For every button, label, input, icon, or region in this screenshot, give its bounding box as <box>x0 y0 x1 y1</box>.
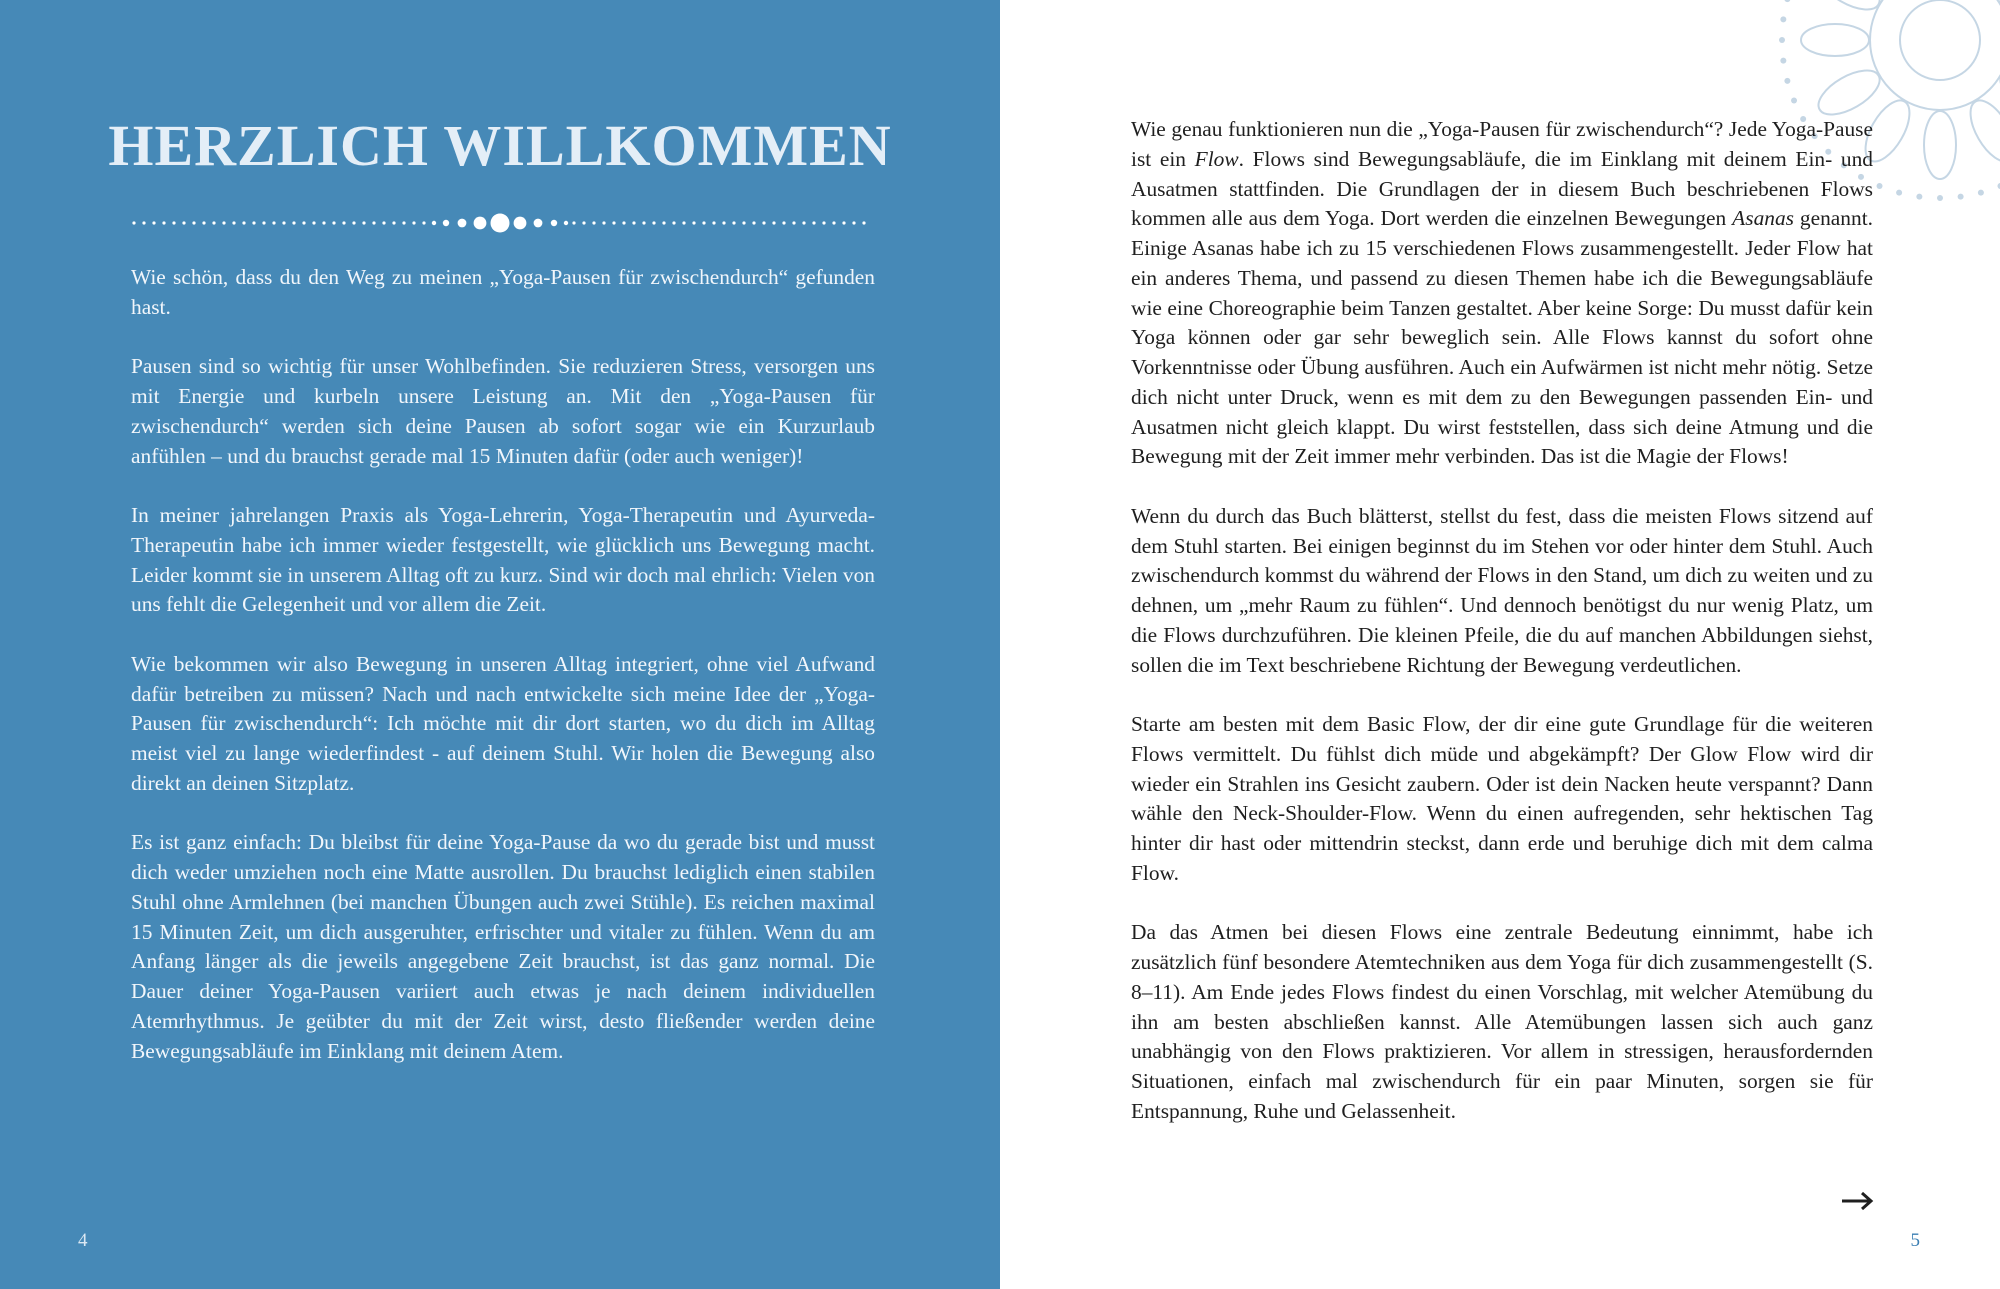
divider-dot <box>632 221 635 224</box>
paragraph: Wenn du durch das Buch blätterst, stellst du fest, dass die meisten Flows sitzend auf dem Stuhl starten. Bei einigen beginnst du im Stehen vor oder hinter dem Stuhl. Auch zwischendurch kommst du während der Flows in den Stand, um dich zu weiten und zu dehnen, um „mehr Raum zu fühlen“. Und dennoch benötigst du nur wenig Platz, um die Flows durchzuführen. Die kleinen Pfeile, die du auf manchen Abbildungen siehst, sollen die im Text beschriebene Richtung der Bewegung verdeutlichen. <box>1131 503 1873 677</box>
body-text <box>1131 115 1873 1156</box>
divider-dot <box>702 221 705 224</box>
divider-dot <box>592 221 595 224</box>
divider-dot <box>692 221 695 224</box>
divider-dot <box>402 221 405 224</box>
divider-dot <box>491 214 510 233</box>
divider-dot <box>332 221 335 224</box>
mandala-dot <box>1937 195 1943 201</box>
divider-dot <box>514 217 527 230</box>
divider-dot <box>222 221 225 224</box>
paragraph: Starte am besten mit dem Basic Flow, der dir eine gute Grundlage für die weiteren Flows vermittelt. Du fühlst dich müde und abgekämpft? Der Glow Flow wird dir wieder ein Strahlen ins Gesicht zaubern. Oder ist dein Nacken heute verspannt? Dann wähle den Neck-Shoulder-Flow. Wenn du einen aufregenden, sehr hektischen Tag hinter dir hast oder mittendrin steckst, dann erde und beruhige dich mit dem calma Flow. <box>1131 712 1873 885</box>
divider-dot <box>762 221 765 224</box>
divider-dot <box>862 221 865 224</box>
paragraph: Es ist ganz einfach: Du bleibst für deine Yoga-Pause da wo du gerade bist und musst dich weder umziehen noch eine Matte ausrollen. Du brauchst lediglich einen stabilen Stuhl ohne Armlehnen (bei manchen Übungen auch zwei Stühle). Es reichen maximal 15 Minuten Zeit, um dich ausgeruhter, erfrischter und vitaler zu fühlen. Wenn du am Anfang länger als die jeweils angegebene Zeit brauchst, ist das ganz normal. Die Dauer deiner Yoga-Pausen variiert auch etwas je nach deinem individuellen Atemrhythmus. Je geübter du mit der Zeit wirst, desto fließender werden deine Bewegungsabläufe im Einklang mit deinem Atem. <box>131 830 875 1063</box>
divider-dot <box>622 221 625 224</box>
divider-dot <box>742 221 745 224</box>
divider-dot <box>262 221 265 224</box>
divider-dot <box>812 221 815 224</box>
arrow-right-icon[interactable] <box>1840 1186 1876 1216</box>
mandala-petal <box>1993 62 2000 124</box>
divider-dot <box>342 221 345 224</box>
divider-dot <box>372 221 375 224</box>
divider-dot <box>722 221 725 224</box>
divider-dot <box>458 219 467 228</box>
divider-dot <box>802 221 805 224</box>
divider-dot <box>682 221 685 224</box>
divider-dot <box>232 221 235 224</box>
divider-dot <box>252 221 255 224</box>
divider-dot <box>322 221 325 224</box>
paragraph: Pausen sind so wichtig für unser Wohlbefinden. Sie reduzieren Stress, versorgen uns mit Energie und kurbeln unsere Leistung an. Mit den „Yoga-Pausen für zwischendurch“ werden sich deine Pausen ab sofort sogar wie ein Kurzurlaub anfühlen – und du brauchst gerade mal 15 Minuten dafür (oder auch weniger)! <box>131 354 875 468</box>
divider-dot <box>842 221 845 224</box>
divider-dot <box>752 221 755 224</box>
italic-term: Flow <box>1194 146 1239 171</box>
paragraph: In meiner jahrelangen Praxis als Yoga-Lehrerin, Yoga-Therapeutin und Ayurveda-Therapeutin habe ich immer wieder festgestellt, wie glücklich uns Bewegung macht. Leider kommt sie in unserem Alltag oft zu kurz. Sind wir doch mal ehrlich: Vielen von uns fehlt die Gelegenheit und vor allem die Zeit. <box>131 503 875 617</box>
mandala-dot <box>1877 183 1883 189</box>
divider-dot <box>182 221 185 224</box>
divider-dot <box>362 221 365 224</box>
divider-dot <box>612 221 615 224</box>
divider-dot <box>792 221 795 224</box>
divider-dot <box>732 221 735 224</box>
divider-dot <box>534 219 543 228</box>
divider-dot <box>782 221 785 224</box>
page-number-left: 4 <box>78 1230 88 1251</box>
divider-dot <box>242 221 245 224</box>
divider-dot <box>551 220 557 226</box>
divider-dot <box>282 221 285 224</box>
mandala-dot <box>1779 37 1785 43</box>
mandala-dot <box>1780 16 1786 22</box>
page-title: HERZLICH WILLKOMMEN <box>108 113 892 178</box>
mandala-ring <box>1870 0 2000 110</box>
divider-dot <box>382 221 385 224</box>
dotted-divider <box>130 206 870 240</box>
divider-dot <box>152 221 155 224</box>
paragraph: Wie genau funktionieren nun die „Yoga-Pausen für zwischendurch“? Jede Yoga-Pause ist ein Flow. Flows sind Bewegungsabläufe, die im Einklang mit deinem Ein- und Ausatmen stattfinden. Die Grundlagen der in diesem Buch beschriebenen Flows kommen alle aus dem Yoga. Dort werden die einzelnen Bewegungen Asanas genannt. Einige Asanas habe ich zu 15 verschiedenen Flows zusammengestellt. Jeder Flow hat ein anderes Thema, und passend zu diesen Themen habe ich die Bewegungsabläufe wie eine Choreographie beim Tanzen gestaltet. Aber keine Sorge: Du musst dafür kein Yoga können oder gar sehr beweglich sein. Alle Flows kannst du sofort ohne Vorkenntnisse oder Übung ausführen. Auch ein Aufwärmen ist nicht mehr nötig. Setze dich nicht unter Druck, wenn es mit dem zu den Bewegungen passenden Ein- und Ausatmen nicht gleich klappt. Du wirst feststellen, dass sich deine Atmung und die Bewegung mit der Zeit immer mehr verbinden. Das ist die Magie der Flows! <box>1131 117 1873 469</box>
divider-dot <box>672 221 675 224</box>
divider-dot <box>652 221 655 224</box>
divider-dot <box>132 221 135 224</box>
mandala-petal <box>1924 111 1956 179</box>
paragraph: Wie schön, dass du den Weg zu meinen „Yoga-Pausen für zwischendurch“ gefunden hast. <box>131 265 875 319</box>
divider-dot <box>272 221 275 224</box>
mandala-dot <box>1916 194 1922 200</box>
paragraph: Da das Atmen bei diesen Flows eine zentrale Bedeutung einnimmt, habe ich zusätzlich fünf besondere Atemtechniken aus dem Yoga für dich zusammengestellt (S. 8–11). Am Ende jedes Flows findest du einen Vorschlag, mit welcher Atemübung du ihn am besten abschließen kannst. Alle Atemübungen lassen sich auch ganz unabhängig von den Flows praktizieren. Vor allem in stressigen, herausfordernden Situationen, einfach mal zwischendurch für ein paar Minuten, sorgen sie für Entspannung, Ruhe und Gelassenheit. <box>1131 920 1873 1123</box>
divider-dot <box>392 221 395 224</box>
divider-dot <box>412 221 415 224</box>
mandala-dot <box>1978 190 1984 196</box>
divider-dot <box>822 221 825 224</box>
divider-dot <box>662 221 665 224</box>
divider-dot <box>852 221 855 224</box>
page-number-right: 5 <box>1910 1230 1920 1251</box>
divider-dot <box>582 221 585 224</box>
divider-dot <box>572 221 575 224</box>
right-page <box>1000 0 2000 1289</box>
divider-dot <box>162 221 165 224</box>
divider-dot <box>192 221 195 224</box>
mandala-dot <box>1784 78 1790 84</box>
divider-dot <box>564 221 568 225</box>
mandala-dot <box>1784 0 1790 2</box>
divider-dot <box>352 221 355 224</box>
italic-term: Asanas <box>1732 206 1794 231</box>
intro-text <box>131 263 875 1096</box>
divider-dot <box>302 221 305 224</box>
paragraph: Wie bekommen wir also Bewegung in unseren Alltag integriert, ohne viel Aufwand dafür betreiben zu müssen? Nach und nach entwickelte sich meine Idee der „Yoga-Pausen für zwischendurch“: Ich möchte mit dir dort starten, wo du dich im Alltag meist viel zu lange wiederfindest - auf deinem Stuhl. Wir holen die Bewegung also direkt an deinen Sitzplatz. <box>131 651 875 795</box>
mandala-dot <box>1780 58 1786 64</box>
mandala-dot <box>1896 190 1902 196</box>
divider-dot <box>212 221 215 224</box>
mandala-dot <box>1791 97 1797 103</box>
divider-dot <box>432 221 436 225</box>
divider-dot <box>642 221 645 224</box>
divider-dot <box>422 221 425 224</box>
divider-dot <box>292 221 295 224</box>
divider-dot <box>172 221 175 224</box>
mandala-petal <box>1801 24 1869 56</box>
divider-dot <box>712 221 715 224</box>
divider-dot <box>312 221 315 224</box>
divider-dot <box>142 221 145 224</box>
mandala-dot <box>1958 194 1964 200</box>
divider-dot <box>602 221 605 224</box>
divider-dot <box>474 217 487 230</box>
divider-dot <box>832 221 835 224</box>
divider-dot <box>443 220 449 226</box>
mandala-ring <box>1900 0 1980 80</box>
divider-dot <box>202 221 205 224</box>
divider-dot <box>772 221 775 224</box>
